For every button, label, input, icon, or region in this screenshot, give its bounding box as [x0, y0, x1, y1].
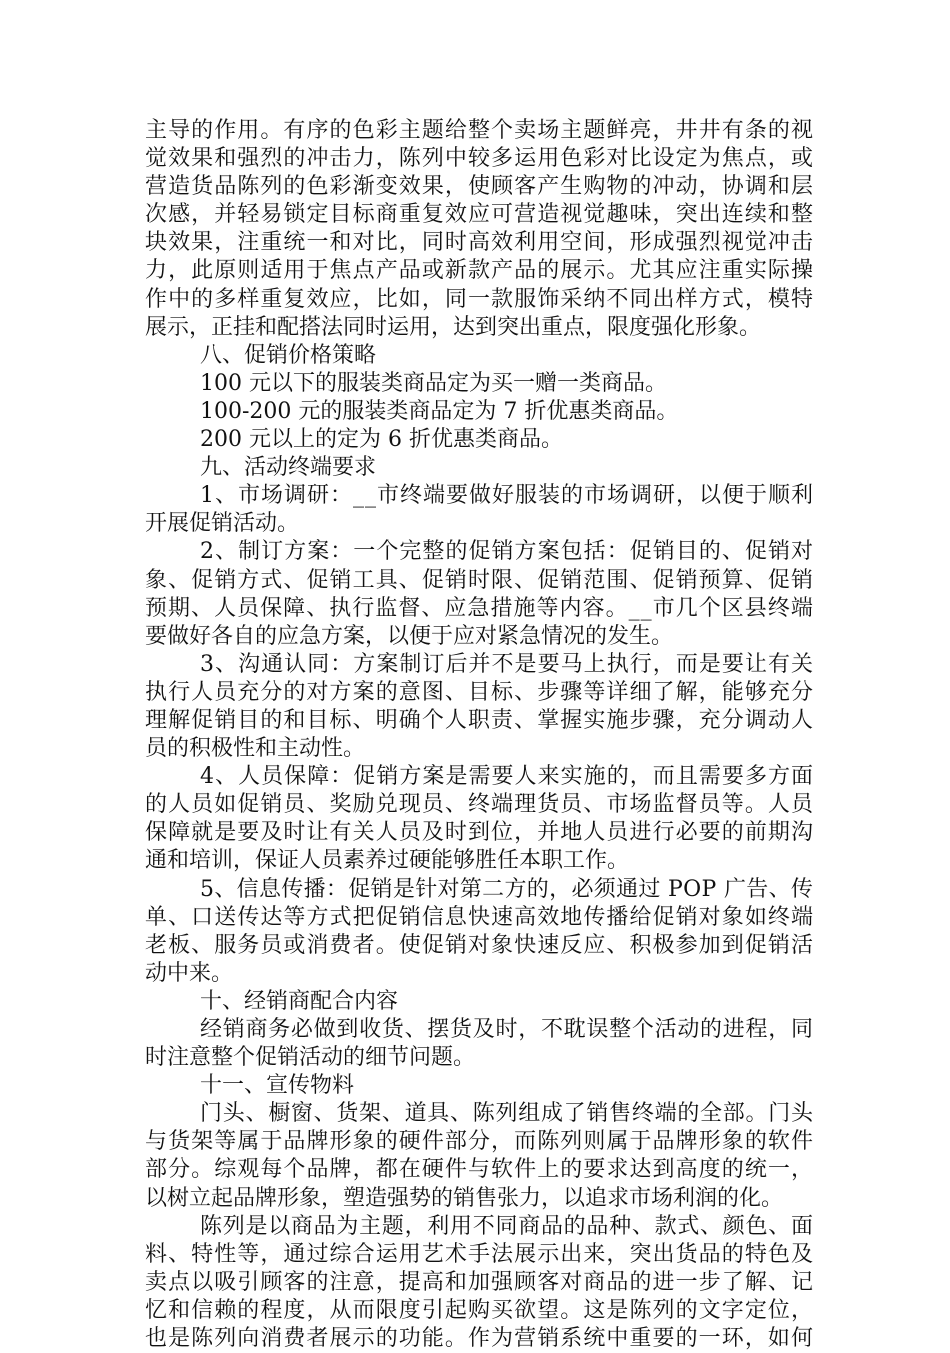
text-line: 2、制订方案：一个完整的促销方案包括：促销目的、促销对 — [200, 539, 815, 565]
text-line: 忆和信赖的程度，从而限度引起购买欲望。这是陈列的文字定位， — [145, 1297, 815, 1323]
text-line: 九、活动终端要求 — [200, 455, 377, 481]
text-line: 展示，正挂和配搭法同时运用，达到突出重点，限度强化形象。 — [145, 314, 762, 340]
text-line: 以树立起品牌形象，塑造强势的销售张力，以追求市场利润的化。 — [145, 1185, 784, 1211]
text-line: 200 元以上的定为 6 折优惠类商品。 — [200, 427, 563, 453]
text-line: 执行人员充分的对方案的意图、目标、步骤等详细了解，能够充分 — [145, 679, 815, 705]
text-line: 门头、橱窗、货架、道具、陈列组成了销售终端的全部。门头 — [200, 1101, 814, 1127]
text-line: 力，此原则适用于焦点产品或新款产品的展示。尤其应注重实际操 — [145, 258, 815, 284]
text-line: 动中来。 — [145, 960, 234, 986]
text-line: 老板、服务员或消费者。使促销对象快速反应、积极参加到促销活 — [145, 932, 815, 958]
text-line: 的人员如促销员、奖励兑现员、终端理货员、市场监督员等。人员 — [145, 792, 815, 818]
text-line: 100 元以下的服装类商品定为买一赠一类商品。 — [200, 370, 667, 396]
text-line: 象、促销方式、促销工具、促销时限、促销范围、促销预算、促销 — [145, 567, 815, 593]
text-line: 4、人员保障：促销方案是需要人来实施的，而且需要多方面 — [200, 764, 815, 790]
text-line: 部分。综观每个品牌，都在硬件与软件上的要求达到高度的统一， — [145, 1157, 815, 1183]
text-line: 时注意整个促销活动的细节问题。 — [145, 1045, 476, 1071]
text-line: 十、经销商配合内容 — [200, 988, 399, 1014]
text-line: 陈列是以商品为主题，利用不同商品的品种、款式、颜色、面 — [200, 1213, 814, 1239]
text-line: 开展促销活动。 — [145, 511, 300, 537]
text-line: 单、口送传达等方式把促销信息快速高效地传播给促销对象如终端 — [145, 904, 815, 930]
text-line: 经销商务必做到收货、摆货及时，不耽误整个活动的进程，同 — [200, 1017, 814, 1042]
text-line: 十一、宣传物料 — [200, 1073, 355, 1099]
text-line: 5、信息传播：促销是针对第二方的，必须通过 POP 广告、传 — [200, 876, 814, 902]
text-line: 作中的多样重复效应，比如，同一款服饰采纳不同出样方式，模特 — [145, 286, 815, 312]
text-line: 卖点以吸引顾客的注意，提高和加强顾客对商品的进一步了解、记 — [145, 1269, 815, 1295]
text-line: 员的积极性和主动性。 — [145, 736, 366, 762]
text-line: 八、促销价格策略 — [200, 342, 377, 368]
text-line: 保障就是要及时让有关人员及时到位，并地人员进行必要的前期沟 — [145, 820, 815, 846]
text-line: 也是陈列向消费者展示的功能。作为营销系统中重要的一环，如何 — [145, 1326, 815, 1352]
text-line: 次感，并轻易锁定目标商重复效应可营造视觉趣味，突出连续和整 — [145, 202, 815, 228]
text-line: 理解促销目的和目标、明确个人职责、掌握实施步骤，充分调动人 — [145, 707, 815, 733]
text-line: 1、市场调研：__市终端要做好服装的市场调研，以便于顺利 — [200, 483, 814, 509]
text-line: 与货架等属于品牌形象的硬件部分，而陈列则属于品牌形象的软件 — [145, 1129, 815, 1155]
text-line: 觉效果和强烈的冲击力，陈列中较多运用色彩对比设定为焦点，或 — [145, 146, 815, 172]
text-line: 3、沟通认同：方案制订后并不是要马上执行，而是要让有关 — [200, 651, 815, 677]
text-line: 通和培训，保证人员素养过硬能够胜任本职工作。 — [145, 848, 630, 874]
text-line: 主导的作用。有序的色彩主题给整个卖场主题鲜亮，井井有条的视 — [145, 118, 815, 143]
text-line: 料、特性等，通过综合运用艺术手法展示出来，突出货品的特色及 — [145, 1241, 815, 1267]
document-page — [145, 117, 813, 1353]
text-line: 100-200 元的服装类商品定为 7 折优惠类商品。 — [200, 398, 679, 424]
text-line: 块效果，注重统一和对比，同时高效利用空间，形成强烈视觉冲击 — [145, 230, 815, 256]
text-line: 营造货品陈列的色彩渐变效果，使顾客产生购物的冲动，协调和层 — [145, 174, 815, 200]
text-line: 要做好各自的应急方案，以便于应对紧急情况的发生。 — [145, 623, 674, 649]
text-line: 预期、人员保障、执行监督、应急措施等内容。__市几个区县终端 — [145, 595, 814, 621]
